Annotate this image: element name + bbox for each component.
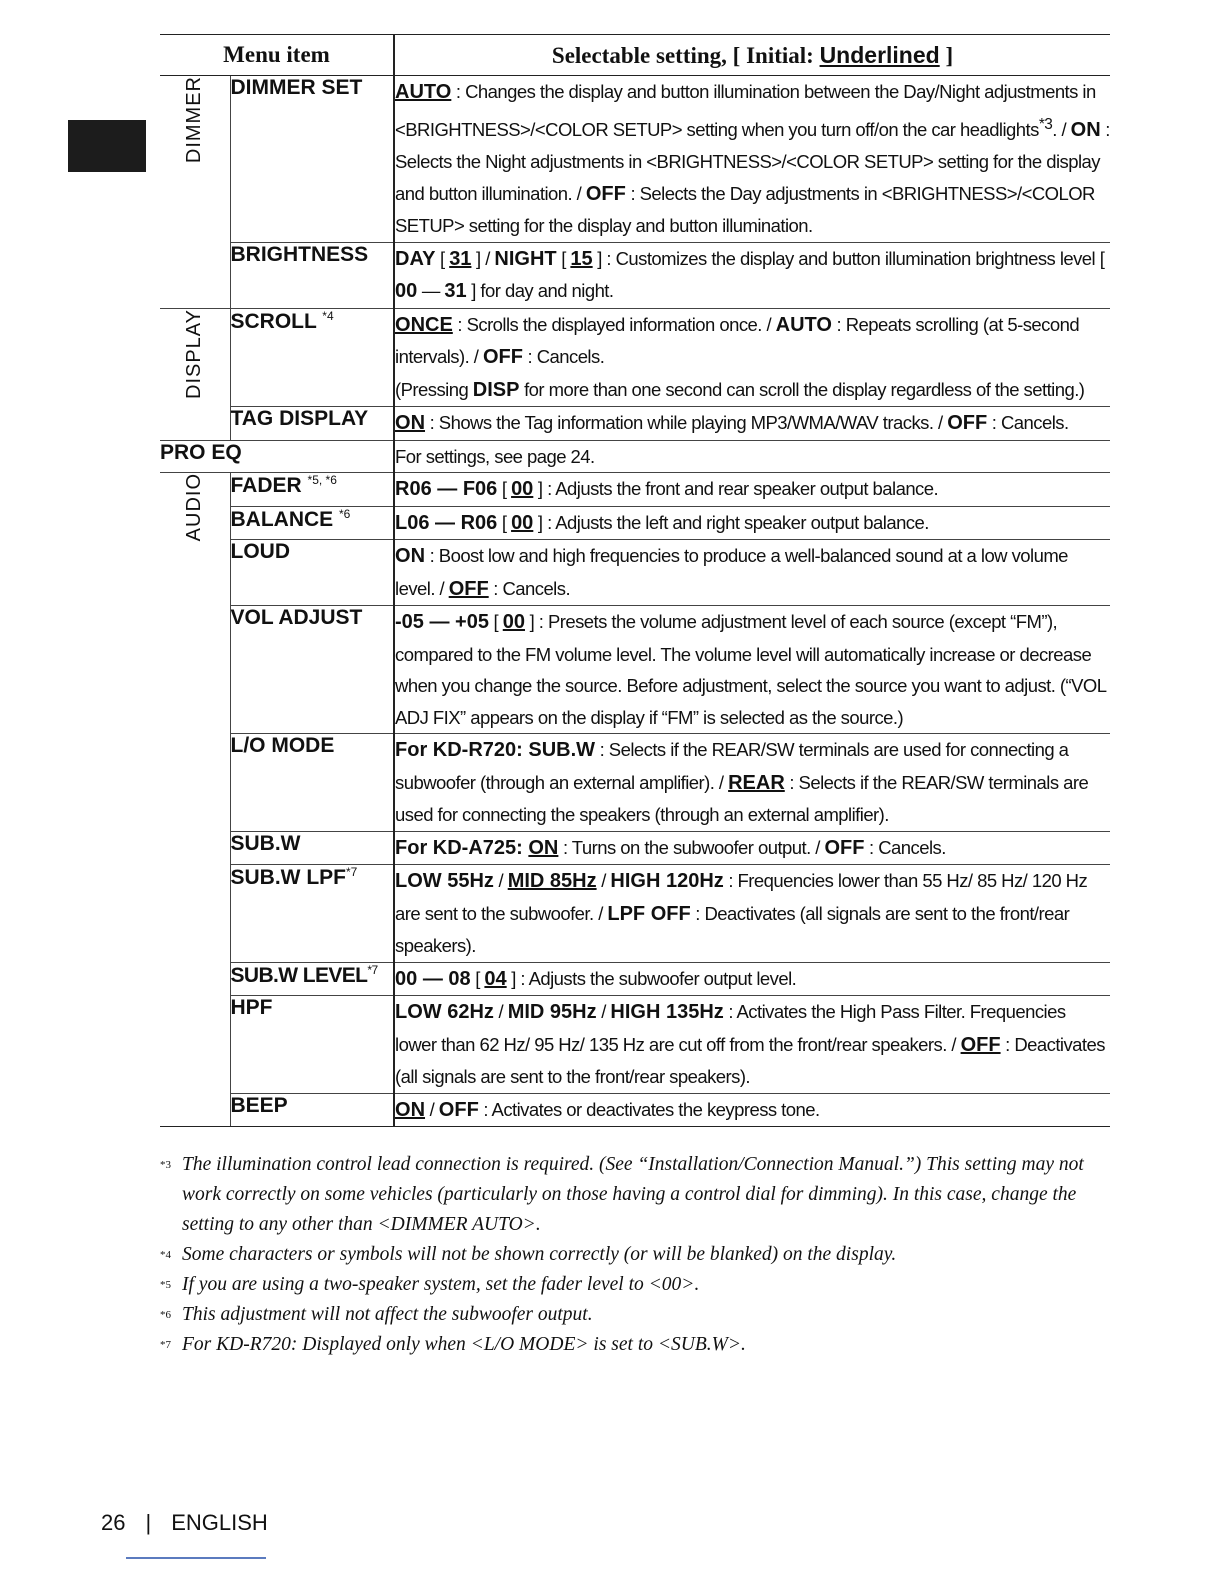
item-balance: BALANCE $^{*6}$ bbox=[230, 506, 394, 540]
table-row bbox=[160, 1093, 1110, 1127]
header-selectable-setting: Selectable setting, [ Initial: Underlined ] bbox=[394, 35, 1110, 76]
menu-settings-table bbox=[160, 34, 1110, 1127]
table-row bbox=[160, 407, 1110, 441]
table-row bbox=[160, 308, 1110, 407]
table-row bbox=[160, 962, 1110, 996]
footnote-3: $^{*3}$ The illumination control lead connection is required. (See “Installation/Connection Manual.”) This setting may not work correctly on some vehicles (particularly on those having a control dial for dimming). In this case, change the setting to any other than <DIMMER AUTO>. bbox=[160, 1154, 1084, 1235]
group-dimmer: DIMMER bbox=[160, 76, 230, 309]
table-row bbox=[160, 76, 1110, 243]
table-header-row bbox=[160, 35, 1110, 76]
desc-tag-display: ON : Shows the Tag information while playing MP3/WMA/WAV tracks. / OFF : Cancels. bbox=[394, 407, 1110, 441]
table-row bbox=[160, 440, 1110, 473]
table-row bbox=[160, 606, 1110, 734]
desc-subw: For KD-A725: ON : Turns on the subwoofer output. / OFF : Cancels. bbox=[394, 831, 1110, 865]
table-row bbox=[160, 734, 1110, 832]
item-beep: BEEP bbox=[230, 1093, 394, 1127]
footnotes bbox=[160, 1150, 1120, 1360]
item-hpf: HPF bbox=[230, 996, 394, 1094]
desc-beep: ON / OFF : Activates or deactivates the keypress tone. bbox=[394, 1093, 1110, 1127]
desc-loud: ON : Boost low and high frequencies to produce a well-balanced sound at a low volume level. / OFF : Cancels. bbox=[394, 540, 1110, 606]
header-menu-item: Menu item bbox=[160, 35, 394, 76]
table-row bbox=[160, 831, 1110, 865]
desc-balance: L06 — R06 [ 00 ] : Adjusts the left and right speaker output balance. bbox=[394, 506, 1110, 540]
desc-scroll: ONCE : Scrolls the displayed information once. / AUTO : Repeats scrolling (at 5-second intervals). / OFF : Cancels. (Pressing DISP for more than one second can scroll the display regardless of the setting.) bbox=[394, 308, 1110, 407]
table-row bbox=[160, 996, 1110, 1094]
item-scroll: SCROLL $^{*4}$ bbox=[230, 308, 394, 407]
desc-pro-eq: For settings, see page 24. bbox=[394, 440, 1110, 473]
desc-dimmer-set: AUTO : Changes the display and button illumination between the Day/Night adjustments in <BRIGHTNESS>/<COLOR SETUP> setting when you turn off/on the car headlights$^{*3}$. / ON : Selects the Night adjustments in <BRIGHTNESS>/<COLOR SETUP> setting for the display and button illumination. / OFF : Selects the Day adjustments in <BRIGHTNESS>/<COLOR SETUP> setting for the display and button illumination. bbox=[394, 76, 1110, 243]
item-subw: SUB.W bbox=[230, 831, 394, 865]
table-row bbox=[160, 242, 1110, 308]
table-row bbox=[160, 865, 1110, 963]
desc-fader: R06 — F06 [ 00 ] : Adjusts the front and rear speaker output balance. bbox=[394, 473, 1110, 507]
item-vol-adjust: VOL ADJUST bbox=[230, 606, 394, 734]
item-fader: FADER $^{*5, *6}$ bbox=[230, 473, 394, 507]
page-footer bbox=[101, 1510, 268, 1536]
item-brightness: BRIGHTNESS bbox=[230, 242, 394, 308]
group-display: DISPLAY bbox=[160, 308, 230, 440]
item-lo-mode: L/O MODE bbox=[230, 734, 394, 832]
table-row bbox=[160, 506, 1110, 540]
table-row bbox=[160, 473, 1110, 507]
footnote-6: $^{*6}$ This adjustment will not affect the subwoofer output. bbox=[160, 1304, 593, 1325]
desc-subw-level: 00 — 08 [ 04 ] : Adjusts the subwoofer output level. bbox=[394, 962, 1110, 996]
item-subw-level: SUB.W LEVEL$^{*7}$ bbox=[230, 962, 394, 996]
item-loud: LOUD bbox=[230, 540, 394, 606]
group-audio: AUDIO bbox=[160, 473, 230, 1127]
footer-language: ENGLISH bbox=[171, 1510, 268, 1535]
item-pro-eq: PRO EQ bbox=[160, 440, 394, 473]
desc-vol-adjust: -05 — +05 [ 00 ] : Presets the volume adjustment level of each source (except “FM”), compared to the FM volume level. The volume level will automatically increase or decrease when you change the source. Before adjustment, select the source you want to adjust. (“VOL ADJ FIX” appears on the display if “FM” is selected as the source.) bbox=[394, 606, 1110, 734]
item-tag-display: TAG DISPLAY bbox=[230, 407, 394, 441]
footer-rule bbox=[126, 1557, 266, 1559]
desc-hpf: LOW 62Hz / MID 95Hz / HIGH 135Hz : Activates the High Pass Filter. Frequencies lower than 62 Hz/ 95 Hz/ 135 Hz are cut off from the front/rear speakers. / OFF : Deactivates (all signals are sent to the front/rear speakers). bbox=[394, 996, 1110, 1094]
desc-subw-lpf: LOW 55Hz / MID 85Hz / HIGH 120Hz : Frequencies lower than 55 Hz/ 85 Hz/ 120 Hz are sent to the subwoofer. / LPF OFF : Deactivates (all signals are sent to the front/rear speakers). bbox=[394, 865, 1110, 963]
section-tab-marker bbox=[68, 120, 146, 172]
footnote-7: $^{*7}$ For KD-R720: Displayed only when <L/O MODE> is set to <SUB.W>. bbox=[160, 1334, 746, 1355]
footer-separator: | bbox=[145, 1510, 152, 1535]
footnote-4: $^{*4}$ Some characters or symbols will not be shown correctly (or will be blanked) on the display. bbox=[160, 1244, 897, 1265]
desc-brightness: DAY [ 31 ] / NIGHT [ 15 ] : Customizes the display and button illumination brightness level [ 00 — 31 ] for day and night. bbox=[394, 242, 1110, 308]
desc-lo-mode: For KD-R720: SUB.W : Selects if the REAR/SW terminals are used for connecting a subwoofer (through an external amplifier). / REAR : Selects if the REAR/SW terminals are used for connecting the speakers (through an external amplifier). bbox=[394, 734, 1110, 832]
footnote-5: $^{*5}$ If you are using a two-speaker system, set the fader level to <00>. bbox=[160, 1274, 700, 1295]
page-number: 26 bbox=[101, 1510, 126, 1535]
item-subw-lpf: SUB.W LPF$^{*7}$ bbox=[230, 865, 394, 963]
item-dimmer-set: DIMMER SET bbox=[230, 76, 394, 243]
table-row bbox=[160, 540, 1110, 606]
